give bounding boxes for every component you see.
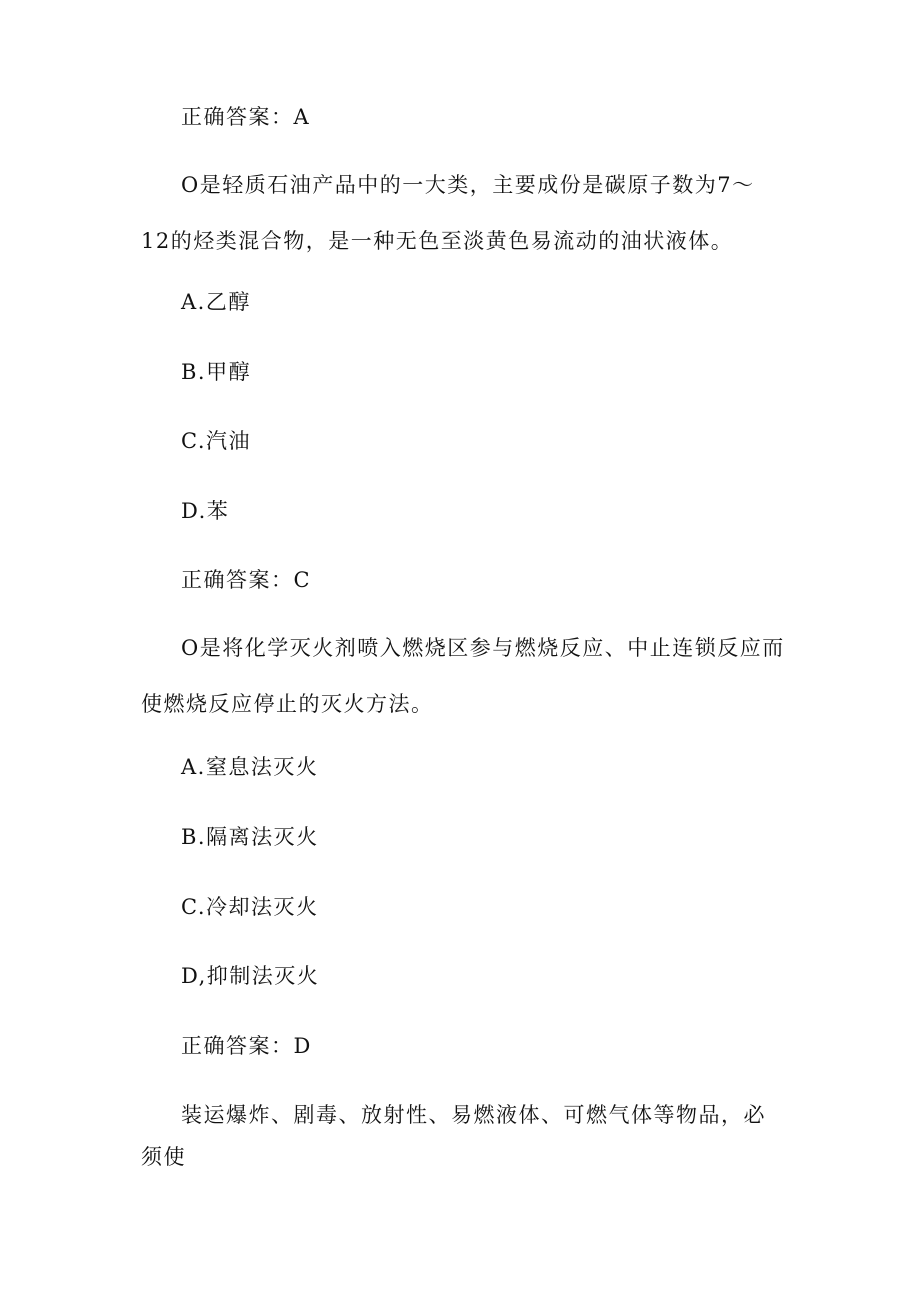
question-text-2: O是将化学灭火剂喷入燃烧区参与燃烧反应、中止连锁反应而使燃烧反应停止的灭火方法。	[141, 636, 785, 716]
answer-line-1: 正确答案：A	[181, 105, 311, 129]
option-a-2: A.窒息法灭火	[181, 755, 319, 779]
question-text-3: 装运爆炸、剧毒、放射性、易燃液体、可燃气体等物品，必须使	[141, 1103, 766, 1169]
option-a-1: A.乙醇	[181, 290, 251, 314]
answer-line-2: 正确答案：C	[181, 568, 312, 592]
option-d-2: D,抑制法灭火	[181, 964, 320, 988]
option-b-2: B.隔离法灭火	[181, 825, 319, 849]
option-c-2: C.冷却法灭火	[181, 895, 319, 919]
option-d-1: D.苯	[181, 499, 230, 523]
option-c-1: C.汽油	[181, 429, 251, 453]
option-b-1: B.甲醇	[181, 360, 252, 384]
question-text-1: O是轻质石油产品中的一大类，主要成份是碳原子数为7～12的烃类混合物，是一种无色至淡黄色易流动的油状液体。	[141, 173, 755, 253]
answer-line-3: 正确答案：D	[181, 1034, 312, 1058]
